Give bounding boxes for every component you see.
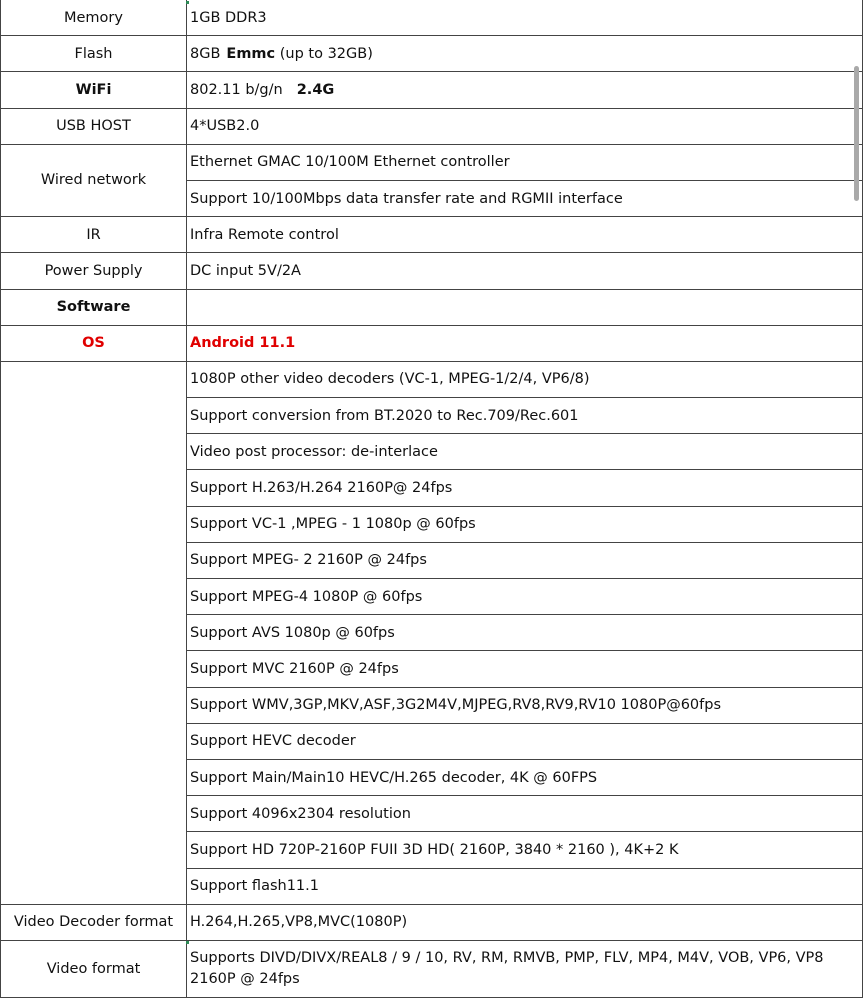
wired-value-2: Support 10/100Mbps data transfer rate and RGMII interface (187, 180, 863, 216)
ir-label: IR (1, 217, 187, 253)
table-row (1, 144, 863, 180)
scrollbar-thumb[interactable] (854, 66, 859, 201)
wired-label: Wired network (1, 144, 187, 216)
decoder-item: Support MVC 2160P @ 24fps (187, 651, 863, 687)
cell-marker (186, 941, 189, 944)
video-decoder-format-value: H.264,H.265,VP8,MVC(1080P) (187, 904, 863, 940)
os-value: Android 11.1 (187, 325, 863, 361)
software-value (187, 289, 863, 325)
decoder-item: Support MPEG- 2 2160P @ 24fps (187, 542, 863, 578)
flash-value: 8GB (190, 45, 221, 62)
flash-value-cell (187, 36, 863, 72)
decoder-item: Support flash11.1 (187, 868, 863, 904)
table-row (1, 217, 863, 253)
decoder-item: Support HD 720P-2160P FUII 3D HD( 2160P, 3840 * 2160 ), 4K+2 K (187, 832, 863, 868)
decoder-item: Support HEVC decoder (187, 723, 863, 759)
table-row (1, 72, 863, 108)
wifi-value-cell (187, 72, 863, 108)
decoder-item: Support conversion from BT.2020 to Rec.709/Rec.601 (187, 398, 863, 434)
usb-value: 4*USB2.0 (187, 108, 863, 144)
wifi-band: 2.4G (296, 81, 335, 98)
table-row (1, 253, 863, 289)
decoder-item: Support MPEG-4 1080P @ 60fps (187, 579, 863, 615)
decoder-item: Support VC-1 ,MPEG - 1 1080p @ 60fps (187, 506, 863, 542)
decoder-item: Support Main/Main10 HEVC/H.265 decoder, 4K @ 60FPS (187, 759, 863, 795)
decoder-item: Support H.263/H.264 2160P@ 24fps (187, 470, 863, 506)
decoder-item: Support 4096x2304 resolution (187, 796, 863, 832)
table-row (1, 361, 863, 397)
table-row (1, 108, 863, 144)
software-label: Software (1, 289, 187, 325)
decoder-group-label (1, 361, 187, 904)
video-decoder-format-label: Video Decoder format (1, 904, 187, 940)
power-value: DC input 5V/2A (187, 253, 863, 289)
memory-value: 1GB DDR3 (187, 0, 863, 36)
ir-value: Infra Remote control (187, 217, 863, 253)
table-row (1, 940, 863, 997)
video-format-label: Video format (1, 940, 187, 997)
decoder-item: Video post processor: de-interlace (187, 434, 863, 470)
flash-emphasis: Emmc (226, 45, 276, 62)
table-row (1, 36, 863, 72)
wired-value-1: Ethernet GMAC 10/100M Ethernet controller (187, 144, 863, 180)
flash-suffix: (up to 32GB) (275, 45, 373, 62)
power-label: Power Supply (1, 253, 187, 289)
wifi-value: 802.11 b/g/n (190, 81, 283, 98)
usb-label: USB HOST (1, 108, 187, 144)
os-label: OS (1, 325, 187, 361)
table-row (1, 289, 863, 325)
table-row (1, 0, 863, 36)
cell-marker (186, 1, 189, 4)
table-row (1, 325, 863, 361)
decoder-item: 1080P other video decoders (VC-1, MPEG-1/2/4, VP6/8) (187, 361, 863, 397)
flash-label: Flash (1, 36, 187, 72)
decoder-item: Support WMV,3GP,MKV,ASF,3G2M4V,MJPEG,RV8,RV9,RV10 1080P@60fps (187, 687, 863, 723)
video-format-value: Supports DIVD/DIVX/REAL8 / 9 / 10, RV, RM, RMVB, PMP, FLV, MP4, M4V, VOB, VP6, VP8 2160P @ 24fps (187, 940, 863, 997)
wifi-label: WiFi (1, 72, 187, 108)
memory-label: Memory (1, 0, 187, 36)
decoder-item: Support AVS 1080p @ 60fps (187, 615, 863, 651)
table-row (1, 904, 863, 940)
